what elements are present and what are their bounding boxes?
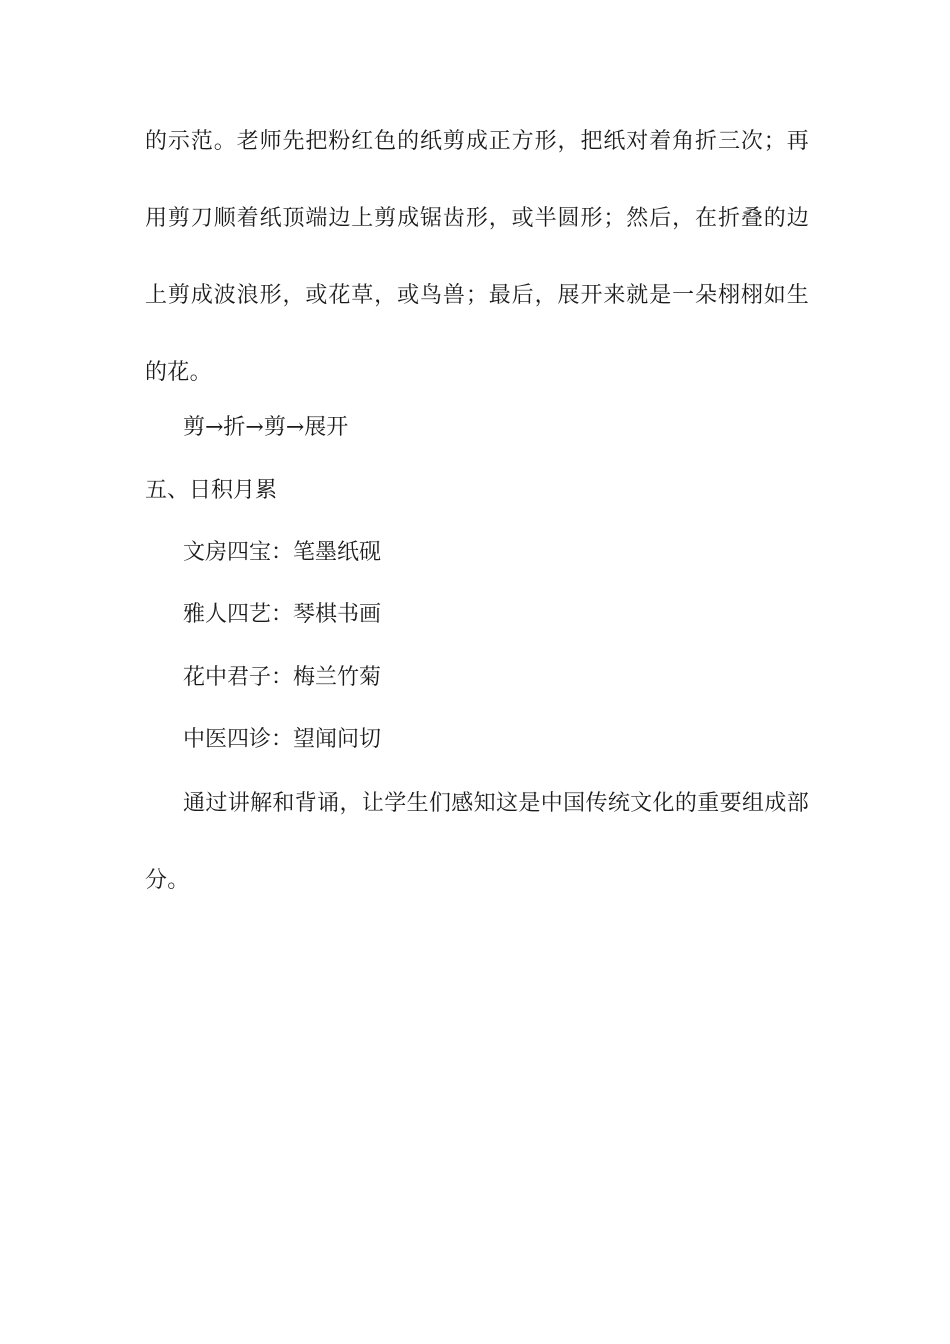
list-item: 雅人四艺：琴棋书画 xyxy=(183,602,382,627)
steps-line: 剪→折→剪→展开 xyxy=(183,415,349,440)
section-heading: 五、日积月累 xyxy=(145,478,278,503)
closing-paragraph: 通过讲解和背诵，让学生们感知这是中国传统文化的重要组成部分。 xyxy=(145,791,809,893)
list-item: 花中君子：梅兰竹菊 xyxy=(183,665,382,690)
list-item: 文房四宝：笔墨纸砚 xyxy=(183,540,382,565)
paper-cutting-paragraph: 的示范。老师先把粉红色的纸剪成正方形，把纸对着角折三次；再用剪刀顺着纸顶端边上剪成锯齿形，或半圆形；然后，在折叠的边上剪成波浪形，或花草，或鸟兽；最后，展开来就是一朵栩栩如生的花。 xyxy=(145,129,809,385)
list-item: 中医四诊：望闻问切 xyxy=(183,727,382,752)
